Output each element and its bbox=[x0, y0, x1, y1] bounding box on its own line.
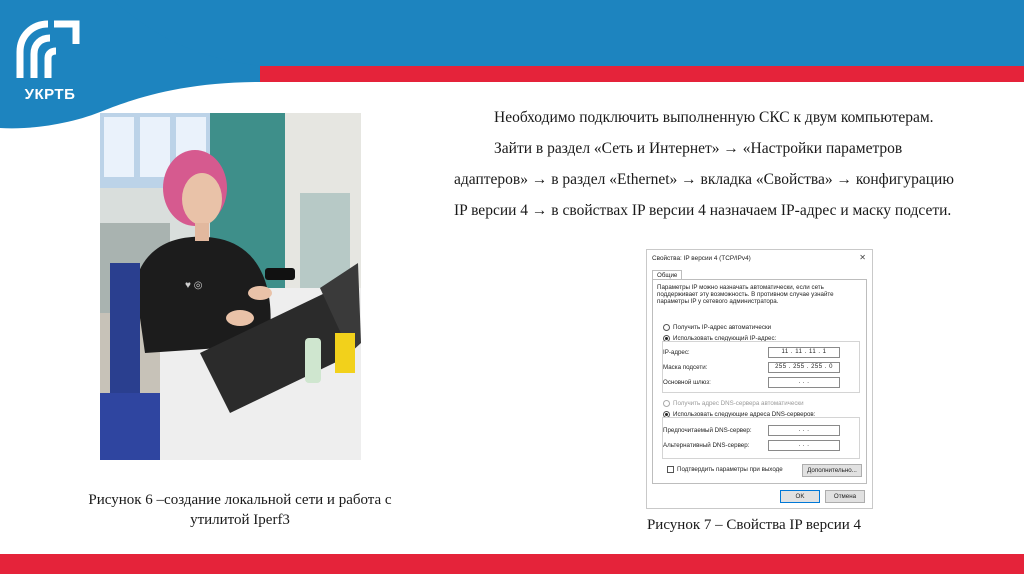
figure6-caption: Рисунок 6 –создание локальной сети и работа с утилитой Iperf3 bbox=[88, 492, 392, 528]
radio-auto-dns-label: Получить адрес DNS-сервера автоматически bbox=[673, 400, 804, 408]
dialog-title: Свойства: IP версии 4 (TCP/IPv4) bbox=[652, 255, 751, 262]
radio-auto-ip[interactable] bbox=[663, 324, 771, 331]
dialog-info-text: Параметры IP можно назначать автоматически, если сеть поддерживает эту возможность. В противном случае узнайте параметры IP у сетевого администратора. bbox=[657, 284, 834, 305]
dns1-label: Предпочитаемый DNS-сервер: bbox=[663, 427, 752, 434]
cancel-button[interactable]: Отмена bbox=[825, 490, 865, 503]
mask-label: Маска подсети: bbox=[663, 364, 708, 371]
dns1-field[interactable]: . . . bbox=[768, 425, 840, 436]
gateway-label: Основной шлюз: bbox=[663, 379, 711, 386]
logo-emblem-icon bbox=[14, 18, 84, 88]
subnet-mask-field[interactable]: 255 . 255 . 255 . 0 bbox=[768, 362, 840, 373]
instruction-line-1: Необходимо подключить выполненную СКС к двум компьютерам. bbox=[494, 109, 934, 126]
instruction-paragraph bbox=[454, 102, 966, 226]
gateway-field[interactable]: . . . bbox=[768, 377, 840, 388]
radio-auto-ip-label: Получить IP-адрес автоматически bbox=[673, 324, 772, 332]
ip-label: IP-адрес: bbox=[663, 349, 690, 356]
radio-manual-ip-label: Использовать следующий IP-адрес: bbox=[673, 335, 777, 343]
dns2-field[interactable]: . . . bbox=[768, 440, 840, 451]
ipv4-properties-dialog bbox=[646, 249, 873, 509]
figure6-photo bbox=[100, 113, 361, 460]
figure7-caption: Рисунок 7 – Свойства IP версии 4 bbox=[646, 517, 862, 533]
advanced-button[interactable]: Дополнительно... bbox=[802, 464, 862, 477]
svg-text:♥ ◎: ♥ ◎ bbox=[185, 280, 203, 291]
ok-button[interactable]: OK bbox=[780, 490, 820, 503]
tab-general[interactable]: Общие bbox=[652, 270, 682, 280]
radio-off-icon bbox=[663, 400, 670, 407]
dialog-panel bbox=[652, 279, 867, 484]
radio-off-icon bbox=[663, 324, 670, 331]
footer-stripe bbox=[0, 554, 1024, 574]
radio-auto-dns[interactable] bbox=[663, 400, 804, 407]
radio-manual-dns-label: Использовать следующие адреса DNS-серверов: bbox=[673, 411, 816, 419]
ip-address-field[interactable]: 11 . 11 . 11 . 1 bbox=[768, 347, 840, 358]
validate-label: Подтвердить параметры при выходе bbox=[677, 466, 783, 474]
dns-group bbox=[662, 417, 860, 459]
logo-text: УКРТБ bbox=[24, 86, 76, 103]
close-icon[interactable]: ✕ bbox=[859, 253, 866, 262]
checkbox-icon bbox=[667, 466, 674, 473]
dns2-label: Альтернативный DNS-сервер: bbox=[663, 442, 750, 449]
validate-checkbox[interactable] bbox=[667, 466, 783, 473]
instruction-line-2: Зайти в раздел «Сеть и Интернет» → «Настройки параметров адаптеров» → в раздел «Ethernet» → вкладка «Свойства» → конфигурацию IP версии 4 → в свойствах IP версии 4 назначаем IP-адрес и маску подсети. bbox=[454, 140, 954, 219]
